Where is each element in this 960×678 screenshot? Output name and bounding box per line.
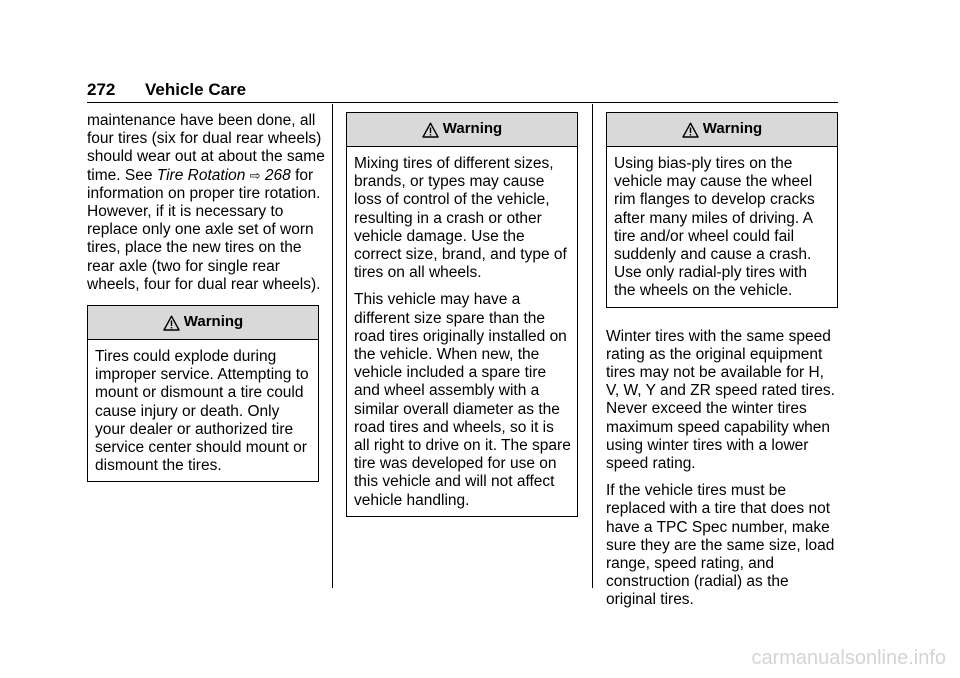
watermark-text: carmanualsonline.info: [751, 647, 946, 669]
tire-rotation-link[interactable]: [157, 167, 291, 184]
warning-triangle-icon: [682, 122, 699, 138]
intro-text-a: maintenance have been done, all four tires (six for dual rear wheels) should wear out at about the same time. See: [87, 112, 325, 184]
link-text[interactable]: Tire Rotation: [156, 166, 246, 184]
page-header: [87, 80, 246, 100]
warning-text: Tires could explode during improper service. Attempting to mount or dismount a tire could cause injury or death. Only your dealer or authorized tire service center should mount or dismount the tires.: [95, 348, 309, 475]
warning-title: Warning: [442, 120, 503, 138]
intro-paragraph: [87, 112, 325, 294]
warning-triangle-icon: [422, 122, 439, 138]
warning-body: [607, 147, 837, 307]
section-title: Vehicle Care: [145, 80, 247, 99]
column-1: [87, 112, 325, 482]
warning-body: [347, 147, 577, 516]
page-number: 272: [87, 80, 116, 99]
warning-header: [347, 113, 577, 147]
replacement-tires-paragraph: If the vehicle tires must be replaced with a tire that does not have a TPC Spec number, make sure they are the same size, load range, speed rating, and construction (radial) as the original tires.: [606, 482, 835, 609]
intro-text-b: for information on proper tire rotation. However, if it is necessary to replace only one axle set of worn tires, place the new tires on the rear axle (two for single rear wheels, four for dual rear wheels).: [87, 166, 321, 293]
warning-box-bias-ply: [606, 112, 838, 308]
page-ref-arrow-icon: ⇨: [249, 167, 261, 183]
column-2: [346, 112, 578, 517]
warning-title: Warning: [183, 313, 244, 331]
column-divider-1: [332, 104, 333, 588]
warning-title: Warning: [702, 120, 763, 138]
warning-paragraph-1: Mixing tires of different sizes, brands, or types may cause loss of control of the vehicle, resulting in a crash or other vehicle damage. Use the correct size, brand, and type of tires on all wheels.: [354, 155, 567, 282]
warning-header: [607, 113, 837, 147]
winter-tires-paragraph: Winter tires with the same speed rating as the original equipment tires may not be available for H, V, W, Y and ZR speed rated tires. Never exceed the winter tires maximum speed capability when using winter tires with a lower speed rating.: [606, 327, 835, 473]
warning-paragraph-2: This vehicle may have a different size spare than the road tires originally installed on the vehicle. When new, the vehicle included a spare tire and wheel assembly with a similar overall diameter as the road tires and wheels, so it is all right to drive on it. The spare tire was developed for use on this vehicle and will not affect vehicle handling.: [354, 291, 571, 509]
warning-box-explode: [87, 305, 319, 482]
warning-body: [88, 340, 318, 481]
warning-header: [88, 306, 318, 340]
column-3: [606, 112, 838, 619]
link-page[interactable]: 268: [264, 166, 291, 184]
warning-text: Using bias-ply tires on the vehicle may cause the wheel rim flanges to develop cracks after many miles of driving. A tire and/or wheel could fail suddenly and cause a crash. Use only radial-ply tires with the wheels on the vehicle.: [614, 155, 815, 300]
warning-triangle-icon: [163, 315, 180, 331]
header-rule: [87, 102, 838, 103]
warning-box-mixing: [346, 112, 578, 517]
column-divider-2: [592, 104, 593, 588]
